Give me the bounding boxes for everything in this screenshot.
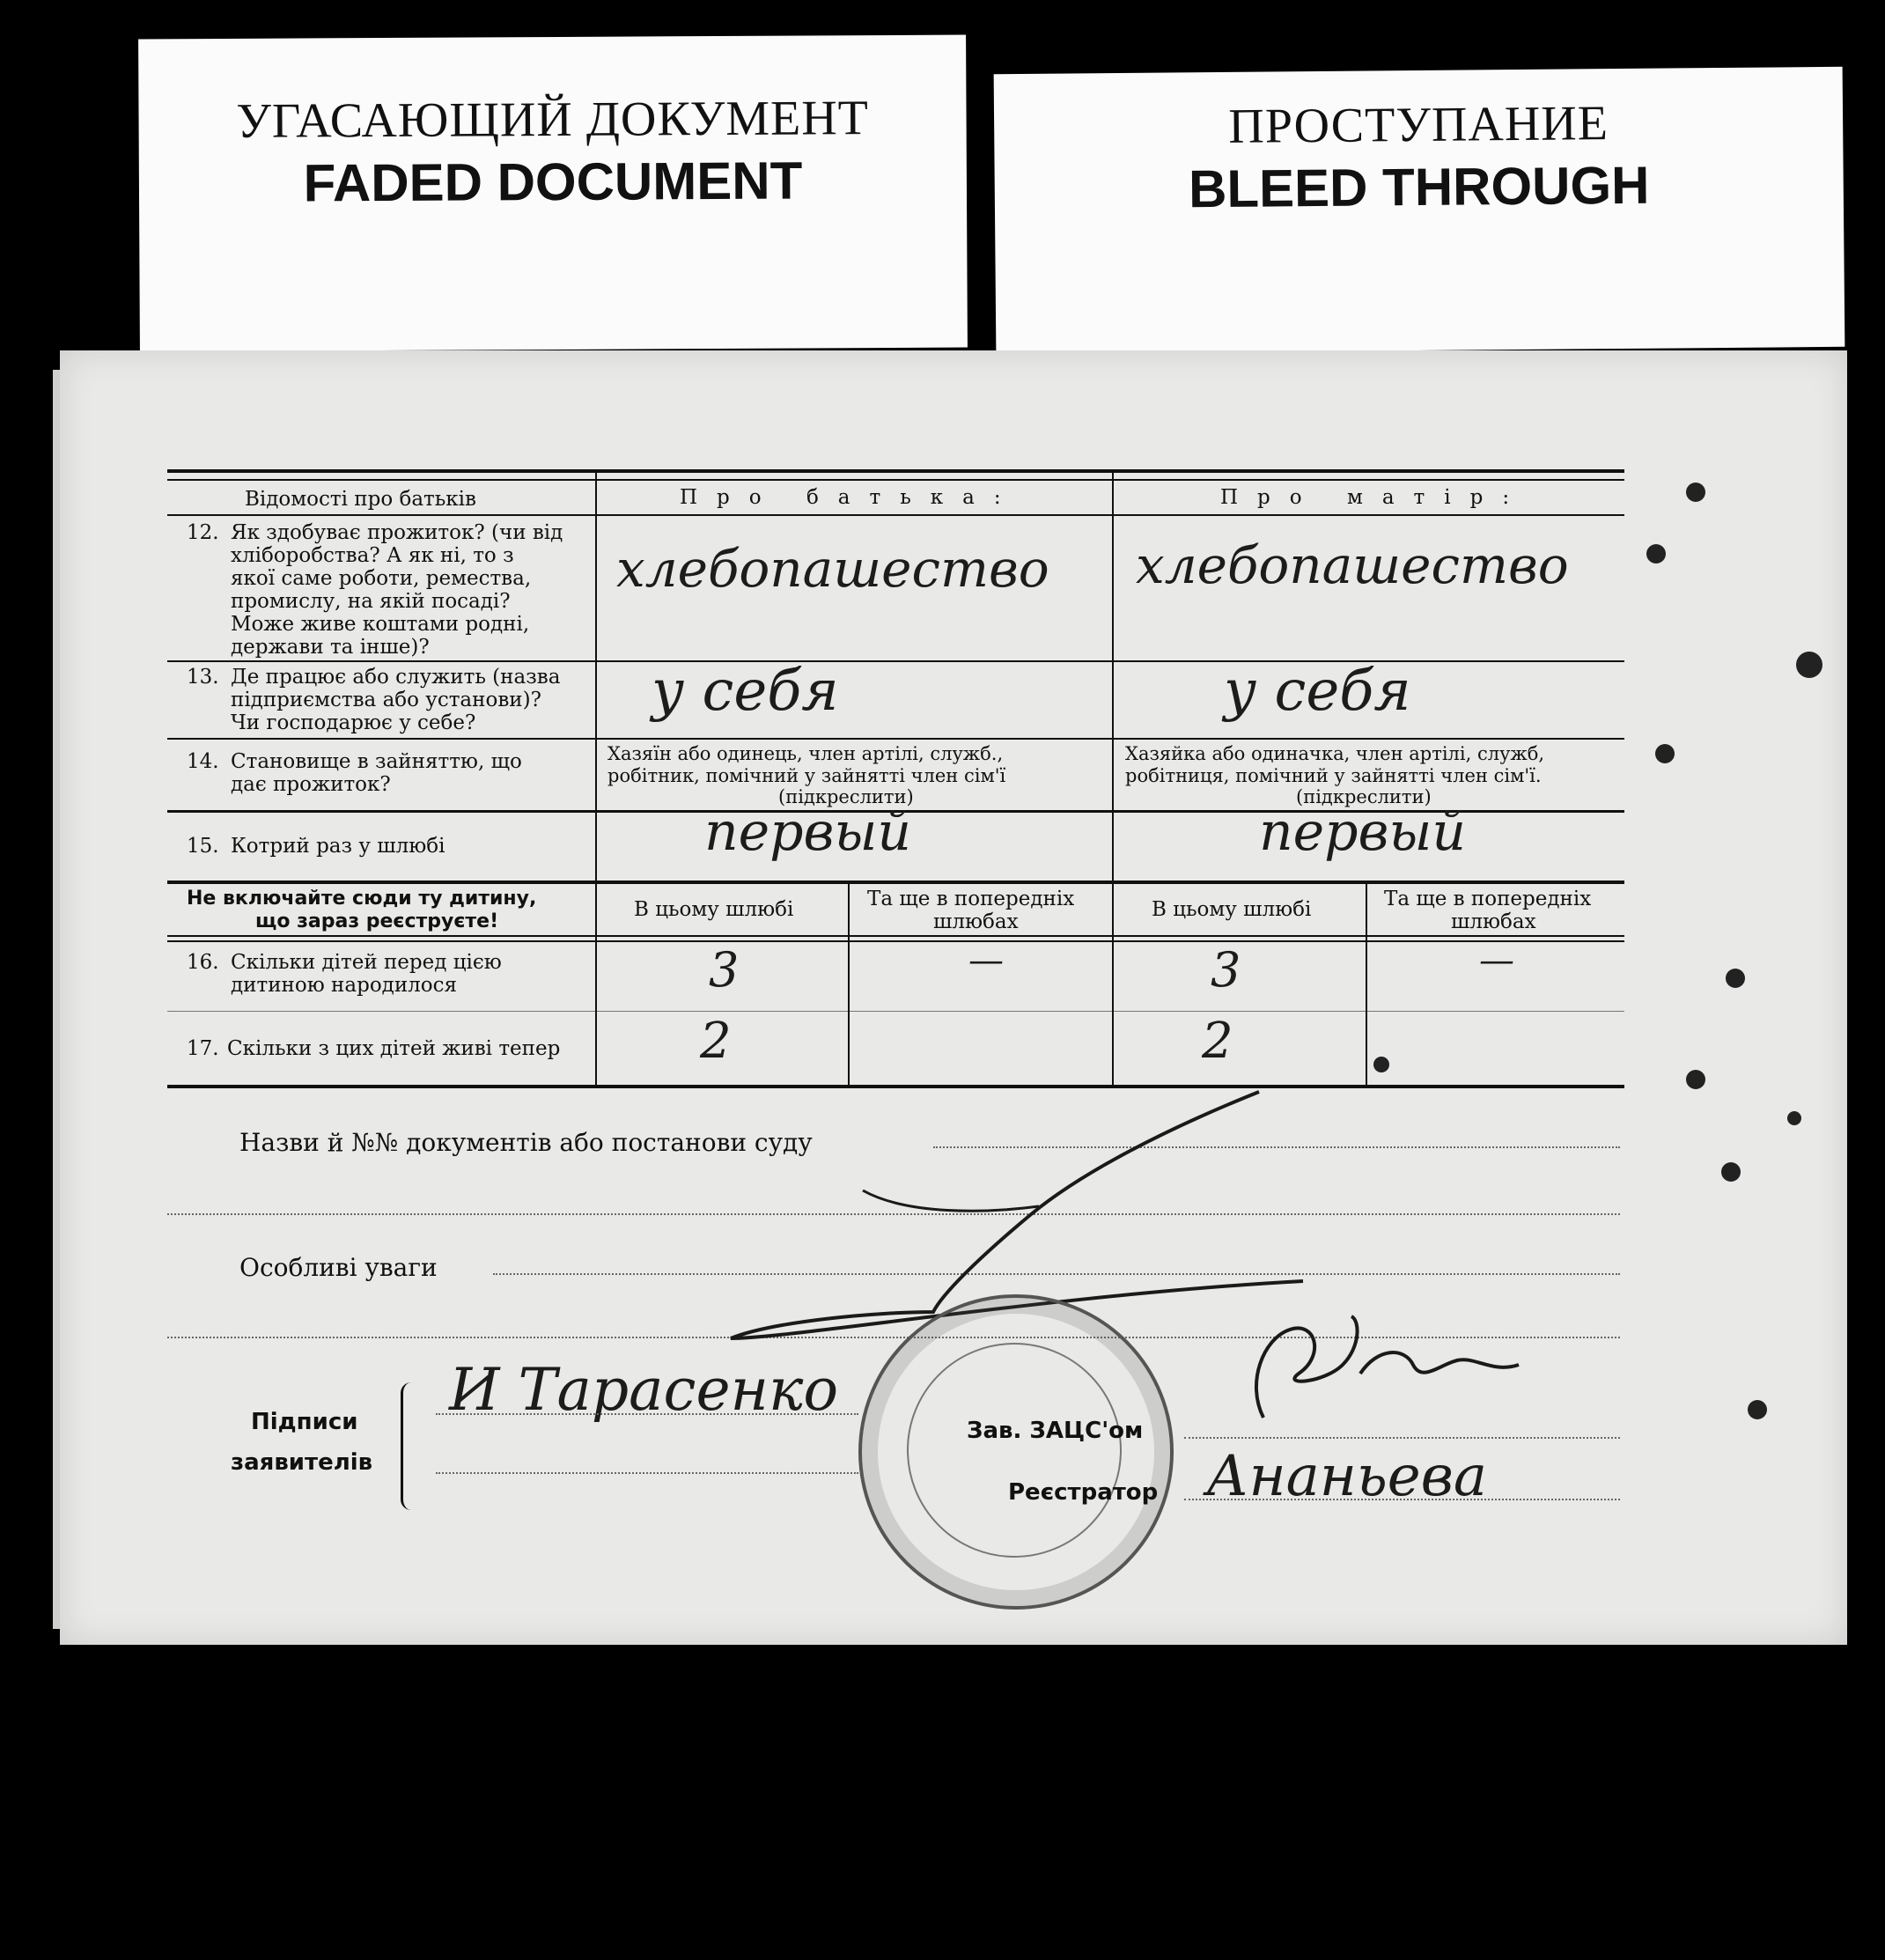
mother-previous-line1: Та ще в попередніх bbox=[1384, 888, 1592, 910]
row12-line6: держави та інше)? bbox=[231, 636, 430, 659]
remarks-label: Особливі уваги bbox=[239, 1253, 438, 1282]
row15-question: Котрий раз у шлюбі bbox=[231, 835, 445, 858]
row16-line1: Скільки дітей перед цією bbox=[231, 951, 502, 974]
row14-father-opt2: робітник, помічний у зайнятті член сім'ї bbox=[607, 765, 1006, 786]
children-note-line1: Не включайте сюди ту дитину, bbox=[187, 888, 537, 910]
row15-father-answer: первый bbox=[704, 801, 911, 863]
row14-num: 14. bbox=[187, 750, 219, 773]
official-stamp-inner-ring bbox=[907, 1343, 1122, 1558]
punch-hole bbox=[1373, 1057, 1389, 1072]
bleed-label-ru: ПРОСТУПАНИЕ bbox=[1228, 96, 1609, 154]
row13-line3: Чи господарює у себе? bbox=[231, 711, 476, 734]
registrar-label: Реєстратор bbox=[1008, 1479, 1159, 1506]
row13-line2: підприємства або установи)? bbox=[231, 689, 541, 711]
row12-line3: якої саме роботи, ремества, bbox=[231, 567, 532, 590]
head-signature-line bbox=[1184, 1437, 1620, 1439]
row12-line1: Як здобуває прожиток? (чи від bbox=[231, 521, 563, 544]
row13-line1: Де працює або служить (назва bbox=[231, 666, 561, 689]
row12-line5: Може живе коштами родні, bbox=[231, 613, 530, 636]
row13-father-answer: у себя bbox=[652, 659, 839, 724]
punch-hole bbox=[1686, 483, 1705, 502]
header-mother: Про матір: bbox=[1220, 486, 1529, 509]
applicant-signature-line bbox=[436, 1413, 858, 1415]
row16-father-this: 3 bbox=[709, 942, 740, 998]
father-previous-line1: Та ще в попередніх bbox=[867, 888, 1075, 910]
row15-mother-answer: первый bbox=[1259, 801, 1466, 863]
punch-hole bbox=[1787, 1111, 1801, 1125]
row14-line2: дає прожиток? bbox=[231, 773, 391, 796]
mother-previous-line2: шлюбах bbox=[1451, 910, 1536, 933]
head-signature bbox=[1228, 1312, 1545, 1426]
signature-bracket bbox=[401, 1382, 419, 1510]
row14-mother-opt2: робітниця, помічний у зайнятті член сім'ї. bbox=[1125, 765, 1542, 786]
row14-father-opt1: Хазяїн або одинець, член артілі, служб., bbox=[607, 743, 1004, 764]
row14-father-opt3: (підкреслити) bbox=[778, 786, 914, 807]
row13-mother-answer: у себя bbox=[1224, 659, 1411, 724]
row12-line2: хліборобства? А як ні, то з bbox=[231, 544, 514, 567]
punch-hole bbox=[1748, 1400, 1767, 1419]
row14-mother-opt3: (підкреслити) bbox=[1296, 786, 1432, 807]
faded-label-en: FADED DOCUMENT bbox=[303, 151, 803, 213]
punch-hole bbox=[1655, 744, 1675, 763]
documents-label: Назви й №№ документів або постанови суду bbox=[239, 1128, 813, 1157]
bleed-label-en: BLEED THROUGH bbox=[1188, 155, 1650, 219]
punch-hole bbox=[1721, 1162, 1741, 1182]
row17-question: Скільки з цих дітей живі тепер bbox=[227, 1037, 561, 1060]
punch-hole bbox=[1646, 544, 1666, 564]
punch-hole bbox=[1686, 1070, 1705, 1089]
faded-label-ru: УГАСАЮЩИЙ ДОКУМЕНТ bbox=[236, 91, 870, 149]
row13-num: 13. bbox=[187, 666, 219, 689]
children-note-line2: що зараз реєструєте! bbox=[255, 910, 499, 932]
header-parents-info: Відомості про батьків bbox=[245, 488, 476, 511]
head-zags-label: Зав. ЗАЦС'ом bbox=[967, 1418, 1144, 1444]
row17-mother-this: 2 bbox=[1202, 1013, 1233, 1070]
father-this-marriage: В цьому шлюбі bbox=[634, 898, 794, 921]
row12-mother-answer: хлебопашество bbox=[1136, 535, 1569, 595]
signatures-label-line2: заявителів bbox=[231, 1449, 373, 1476]
registrar-signature: Ананьева bbox=[1206, 1444, 1488, 1509]
applicant-signature: И Тарасенко bbox=[449, 1356, 839, 1424]
row15-num: 15. bbox=[187, 835, 219, 858]
row14-mother-opt1: Хазяйка або одиначка, член артілі, служб, bbox=[1125, 743, 1545, 764]
row16-line2: дитиною народилося bbox=[231, 974, 458, 997]
row16-mother-this: 3 bbox=[1211, 942, 1241, 998]
punch-hole bbox=[1796, 652, 1822, 678]
row12-line4: промислу, на якій посаді? bbox=[231, 590, 511, 613]
row17-num: 17. bbox=[187, 1037, 219, 1060]
applicant-signature-line-2 bbox=[436, 1472, 858, 1474]
father-previous-line2: шлюбах bbox=[933, 910, 1019, 933]
row12-num: 12. bbox=[187, 521, 219, 544]
header-father: Про батька: bbox=[680, 486, 1020, 509]
signatures-label-line1: Підписи bbox=[251, 1409, 358, 1435]
row17-father-this: 2 bbox=[700, 1013, 732, 1070]
row12-father-answer: хлебопашество bbox=[616, 539, 1049, 599]
row16-num: 16. bbox=[187, 951, 219, 974]
row16-father-prev: — bbox=[968, 940, 1004, 981]
punch-hole bbox=[1726, 969, 1745, 988]
mother-this-marriage: В цьому шлюбі bbox=[1152, 898, 1312, 921]
row14-line1: Становище в зайняттю, що bbox=[231, 750, 522, 773]
row16-mother-prev: — bbox=[1479, 940, 1514, 981]
